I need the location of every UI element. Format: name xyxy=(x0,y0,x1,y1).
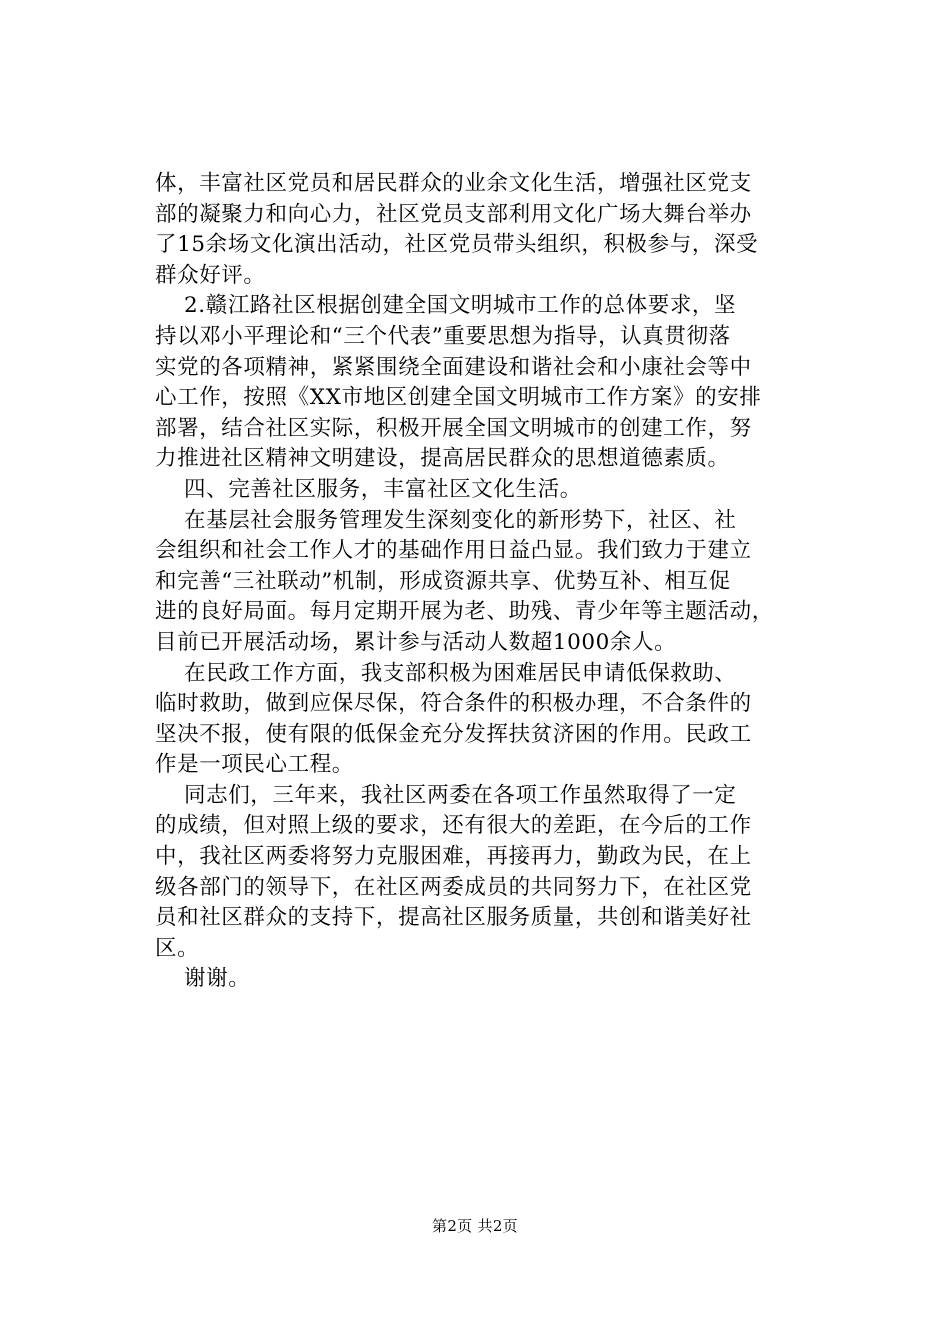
text-line: 员和社区群众的支持下，提高社区服务质量，共创和谐美好社 xyxy=(155,905,752,931)
text-line: 的成绩，但对照上级的要求，还有很大的差距，在今后的工作 xyxy=(155,813,752,839)
text-line: 2.赣江路社区根据创建全国文明城市工作的总体要求，坚 xyxy=(184,293,737,319)
text-line: 部署，结合社区实际，积极开展全国文明城市的创建工作，努 xyxy=(155,415,752,441)
text-line: 了15余场文化演出活动，社区党员带头组织，积极参与，深受 xyxy=(155,232,759,258)
text-line: 在基层社会服务管理发生深刻变化的新形势下，社区、社 xyxy=(184,507,737,533)
text-line: 持以邓小平理论和“三个代表”重要思想为指导，认真贯彻落 xyxy=(155,323,731,349)
text-line: 目前已开展活动场，累计参与活动人数超1000余人。 xyxy=(155,629,677,655)
text-line: 坚决不报，使有限的低保金充分发挥扶贫济困的作用。民政工 xyxy=(155,721,752,747)
text-line: 中，我社区两委将努力克服困难，再接再力，勤政为民，在上 xyxy=(155,844,752,870)
text-line: 会组织和社会工作人才的基础作用日益凸显。我们致力于建立 xyxy=(155,538,752,564)
text-line: 进的良好局面。每月定期开展为老、助残、青少年等主题活动， xyxy=(155,599,774,625)
text-line: 实党的各项精神，紧紧围绕全面建设和谐社会和小康社会等中 xyxy=(155,354,752,380)
text-line: 和完善“三社联动”机制，形成资源共享、优势互补、相互促 xyxy=(155,568,731,594)
page-footer: 第2页 共2页 xyxy=(432,1217,518,1235)
text-line: 部的凝聚力和向心力，社区党员支部利用文化广场大舞台举办 xyxy=(155,201,752,227)
text-line: 心工作，按照《XX市地区创建全国文明城市工作方案》的安排 xyxy=(155,385,762,411)
text-line: 区。 xyxy=(155,935,200,961)
text-line: 在民政工作方面，我支部积极为困难居民申请低保救助、 xyxy=(184,660,737,686)
text-line: 力推进社区精神文明建设，提高居民群众的思想道德素质。 xyxy=(155,446,730,472)
document-body xyxy=(155,169,805,995)
text-line: 四、完善社区服务，丰富社区文化生活。 xyxy=(184,476,582,502)
text-line: 级各部门的领导下，在社区两委成员的共同努力下，在社区党 xyxy=(155,874,752,900)
text-line: 谢谢。 xyxy=(184,966,251,992)
text-line: 群众好评。 xyxy=(155,262,266,288)
text-line: 临时救助，做到应保尽保，符合条件的积极办理，不合条件的 xyxy=(155,691,752,717)
text-line: 同志们，三年来，我社区两委在各项工作虽然取得了一定 xyxy=(184,782,737,808)
text-line: 作是一项民心工程。 xyxy=(155,752,354,778)
text-line: 体，丰富社区党员和居民群众的业余文化生活，增强社区党支 xyxy=(155,171,752,196)
